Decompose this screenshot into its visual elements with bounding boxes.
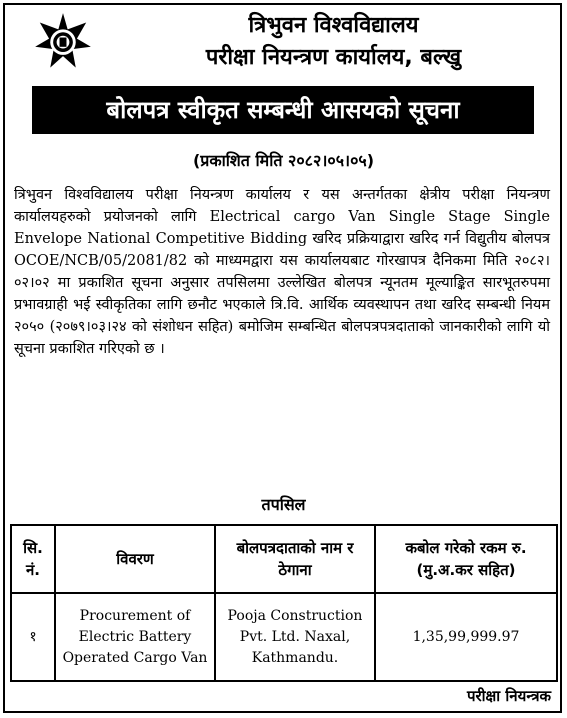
- cell-sn: १: [11, 593, 55, 681]
- header-sn: सि. नं.: [11, 525, 55, 593]
- header-description: विवरण: [55, 525, 215, 593]
- cell-bidder: Pooja Construction Pvt. Ltd. Naxal, Kathmandu.: [215, 593, 375, 681]
- notice-title: बोलपत्र स्वीकृत सम्बन्धी आसयको सूचना: [32, 86, 534, 134]
- header-bidder: बोलपत्रदाताको नाम र ठेगाना: [215, 525, 375, 593]
- annex-title: तपसिल: [261, 495, 306, 514]
- notice-paragraph: त्रिभुवन विश्वविद्यालय परीक्षा नियन्त्रण कार्यालय र यस अन्तर्गतका क्षेत्रीय परीक्षा नियन्त्रण कार्यालयहरुको प्रयोजनको लागि Electrical cargo Van Single Stage Single Envelope National Competitive Bidding खरिद प्रक्रियाद्वारा खरिद गर्न विद्युतीय बोलपत्र OCOE/NCB/05/2081/82 को माध्यमद्वारा यस कार्यालयबाट गोरखापत्र दैनिकमा मिति २०८२।०२।०२ मा प्रकाशित सूचना अनुसार तपसिलमा उल्लेखित बोलपत्र न्यूनतम मूल्याङ्कित सारभूतरुपमा प्रभावग्राही भई स्वीकृतिका लागि छनौट भएकाले त्रि.वि. आर्थिक व्यवस्थापन तथा खरिद सम्बन्धी नियम २०५० (२०७९।०३।२४ को संशोधन सहित) बमोजिम सम्बन्धित बोलपत्रपत्रदाताको जानकारीको लागि यो सूचना प्रकाशित गरिएको छ ।: [14, 187, 550, 357]
- table-header-row: [11, 525, 557, 593]
- university-name: त्रिभुवन विश्वविद्यालय: [248, 13, 419, 38]
- table-row: [11, 593, 557, 681]
- bid-table: [10, 524, 558, 682]
- signatory: परीक्षा नियन्त्रक: [467, 687, 551, 705]
- cell-description: Procurement of Electric Battery Operated Cargo Van: [55, 593, 215, 681]
- cell-amount: 1,35,99,999.97: [375, 593, 557, 681]
- office-name: परीक्षा नियन्त्रण कार्यालय, बल्खु: [205, 45, 462, 70]
- header-amount: कबोल गरेको रकम रु. (मु.अ.कर सहित): [375, 525, 557, 593]
- published-date: (प्रकाशित मिति २०८२।०५।०५): [192, 151, 375, 170]
